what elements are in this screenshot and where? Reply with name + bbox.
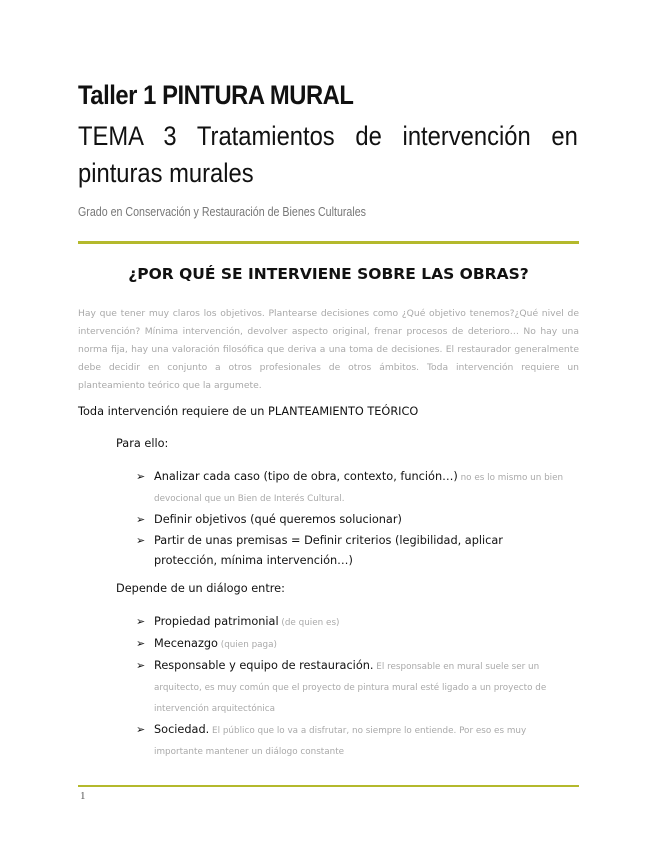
list-item (136, 531, 566, 571)
list-item (136, 510, 566, 530)
list-item-text: Responsable y equipo de restauración. (154, 659, 374, 672)
list-item-note: no es lo mismo un bien devocional que un Bien de Interés Cultural. (154, 473, 564, 504)
list-item-note: El público que lo va a disfrutar, no siempre lo entiende. Por eso es muy importante mantener un diálogo constante (154, 726, 527, 757)
arrow-bullet-icon: ➢ (136, 470, 146, 483)
list-item-text: Analizar cada caso (tipo de obra, contexto, función…) (154, 470, 458, 483)
section-heading: ¿POR QUÉ SE INTERVIENE SOBRE LAS OBRAS? (128, 265, 529, 283)
list-item-text: Propiedad patrimonial (154, 615, 279, 628)
topic-title: TEMA 3 Tratamientos de intervención en pinturas murales (78, 121, 578, 188)
intro-paragraph: Hay que tener muy claros los objetivos. Plantearse decisiones como ¿Qué objetivo tenemos?¿Qué nivel de intervención? Mínima intervención, devolver aspecto original, frenar procesos de deterioro… No hay una norma fija, hay una valoración filosófica que deriva a una toma de decisiones. El restaurador generalmente debe decidir en conjunto a otros profesionales de otros ámbitos. Toda intervención requiere un planteamiento teórico que la argumete. (78, 308, 579, 391)
list-item-text: Definir objetivos (qué queremos solucionar) (154, 513, 402, 526)
arrow-bullet-icon: ➢ (136, 615, 146, 628)
steps-list (136, 467, 566, 572)
header-divider (78, 241, 579, 244)
depende-label: Depende de un diálogo entre: (116, 582, 285, 595)
arrow-bullet-icon: ➢ (136, 513, 146, 526)
list-item-text: Mecenazgo (154, 637, 218, 650)
list-item-note: (quien paga) (217, 640, 277, 650)
page-number: 1 (80, 790, 86, 802)
list-item-text: Partir de unas premisas = Definir criterios (legibilidad, aplicar protección, mínima intervención…) (154, 534, 503, 567)
list-item (136, 720, 566, 762)
course-title: Taller 1 PINTURA MURAL (78, 80, 354, 110)
arrow-bullet-icon: ➢ (136, 637, 146, 650)
list-item (136, 612, 566, 633)
theory-statement: Toda intervención requiere de un PLANTEAMIENTO TEÓRICO (78, 405, 419, 418)
list-item (136, 656, 566, 719)
arrow-bullet-icon: ➢ (136, 723, 146, 736)
list-item-note: El responsable en mural suele ser un arquitecto, es muy común que el proyecto de pintura mural esté ligado a un proyecto de intervención arquitectónica (154, 662, 547, 714)
footer-divider (78, 785, 579, 787)
list-item (136, 634, 566, 655)
list-item (136, 467, 566, 509)
arrow-bullet-icon: ➢ (136, 534, 146, 547)
list-item-note: (de quien es) (278, 618, 340, 628)
subtitle: Grado en Conservación y Restauración de Bienes Culturales (78, 204, 366, 219)
arrow-bullet-icon: ➢ (136, 659, 146, 672)
para-ello-label: Para ello: (116, 437, 169, 450)
dialogue-list (136, 612, 566, 763)
list-item-text: Sociedad. (154, 723, 210, 736)
